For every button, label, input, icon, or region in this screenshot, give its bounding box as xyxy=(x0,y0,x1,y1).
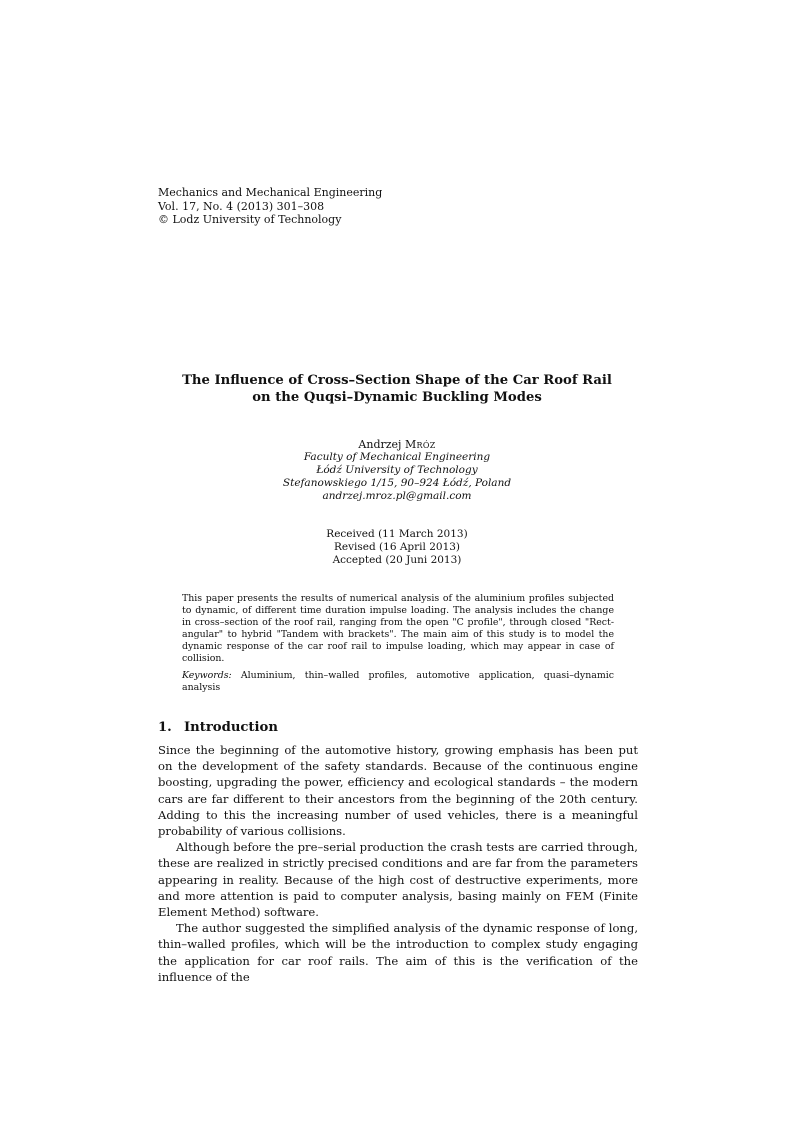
keywords-label: Keywords: xyxy=(182,670,232,682)
journal-header xyxy=(158,186,382,227)
author-email: andrzej.mroz.pl@gmail.com xyxy=(322,490,472,502)
date-accepted: Accepted (20 Juni 2013) xyxy=(332,554,462,567)
journal-name: Mechanics and Mechanical Engineering xyxy=(158,186,383,199)
body-paragraph-1: Since the beginning of the automotive history, growing emphasis has been put on the development of the safety standards. Because of the continuous engine boosting, upgrading the power, efficiency and ecological standards – the modern cars are far different to their ancestors from the beginning of the 20th century. Adding to this the increasing number of used vehicles, there is a meaningful probability of various collisions. xyxy=(158,743,638,839)
section-number: 1. xyxy=(158,720,172,735)
date-received: Received (11 March 2013) xyxy=(326,528,468,540)
date-revised: Revised (16 April 2013) xyxy=(333,541,461,554)
body-paragraph-2: Although before the pre–serial production the crash tests are carried through, these are realized in strictly precised conditions and are far from the parameters appearing in reality. Because of the high cost of destructive experiments, more and more attention is paid to computer analysis, basing mainly on FEM (Finite Element Method) software. xyxy=(158,840,638,920)
body-text xyxy=(158,742,638,985)
author-name xyxy=(100,438,694,451)
paper-title-line-2: on the Quqsi–Dynamic Buckling Modes xyxy=(252,390,542,405)
section-title: Introduction xyxy=(184,720,278,735)
author-last-name: Mróz xyxy=(404,438,436,451)
keywords-list: Aluminium, thin–walled profiles, automotive application, quasi–dynamic analysis xyxy=(182,670,614,694)
author-address: Stefanowskiego 1/15, 90–924 Łódź, Poland xyxy=(282,477,512,489)
body-paragraph-3: The author suggested the simplified analysis of the dynamic response of long, thin–walled profiles, which will be the introduction to complex study engaging the application for car roof rails. The aim of this is the verification of the influence of the xyxy=(158,921,638,984)
paper-title xyxy=(100,372,694,406)
paper-title-line-1: The Influence of Cross–Section Shape of the Car Roof Rail xyxy=(182,373,612,388)
author-block xyxy=(100,438,694,503)
abstract xyxy=(182,593,614,694)
author-first-name: Andrzej xyxy=(358,438,405,451)
section-heading xyxy=(158,719,278,736)
author-affiliation-faculty: Faculty of Mechanical Engineering xyxy=(303,451,491,463)
abstract-text: This paper presents the results of numerical analysis of the aluminium profiles subjected to dynamic, of different time duration impulse loading. The analysis includes the change in cross–section of the roof rail, ranging from the open "C profile", through closed "Rect- angular" to hybrid "Tandem with brackets". The main aim of this study is to model the dynamic response of the car roof rail to impulse loading, which may appear in case of collision. xyxy=(182,593,614,664)
journal-copyright: © Lodz University of Technology xyxy=(158,213,342,226)
journal-volume: Vol. 17, No. 4 (2013) 301–308 xyxy=(158,199,325,213)
submission-dates xyxy=(100,528,694,568)
author-affiliation-university: Łódź University of Technology xyxy=(316,464,478,476)
keywords xyxy=(182,670,614,694)
